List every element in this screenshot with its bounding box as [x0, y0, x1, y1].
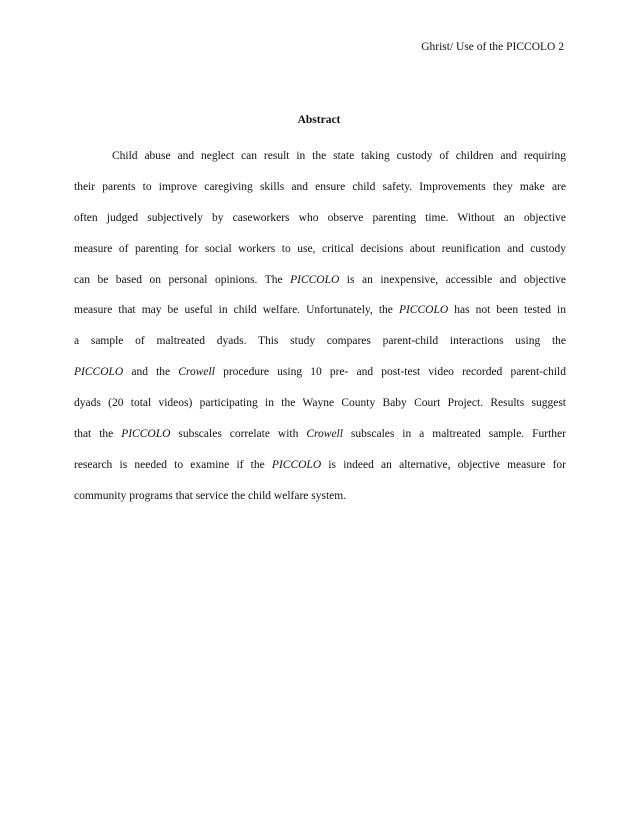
italic-term: PICCOLO	[121, 428, 171, 441]
text-run: and the	[123, 366, 179, 379]
text-run: that the	[74, 428, 122, 441]
text-run: is indeed an alternative, objective measure for	[321, 458, 566, 471]
text-run: measure that may be useful in child welfare. Unfortunately, the	[74, 304, 399, 317]
text-run: procedure using 10 pre- and post-test video recorded parent-child	[214, 366, 566, 379]
abstract-line	[74, 393, 566, 424]
text-run: dyads (20 total videos) participating in the Wayne County Baby Court Project. Results suggest	[74, 397, 566, 410]
abstract-line	[74, 424, 566, 455]
text-run: community programs that service the child welfare system.	[74, 489, 347, 502]
italic-term: PICCOLO	[398, 304, 449, 317]
text-run: a sample of maltreated dyads. This study compares parent-child interactions using the	[74, 335, 566, 348]
abstract-line	[74, 300, 566, 331]
text-run: Child abuse and neglect can result in the state taking custody of children and requiring	[112, 150, 566, 162]
abstract-line	[74, 270, 566, 301]
text-run: has not been tested in	[448, 304, 566, 317]
abstract-line	[74, 177, 566, 208]
text-run: often judged subjectively by caseworkers who observe parenting time. Without an objective	[74, 211, 566, 224]
running-head: Ghrist/ Use of the PICCOLO 2	[421, 41, 564, 53]
text-run: research is needed to examine if the	[74, 458, 272, 471]
abstract-line	[74, 146, 566, 177]
text-run: can be based on personal opinions. The	[74, 273, 291, 286]
abstract-line	[74, 362, 566, 393]
abstract-line	[74, 455, 566, 486]
italic-term: PICCOLO	[271, 458, 322, 471]
text-run: measure of parenting for social workers to use, critical decisions about reunification and custody	[74, 242, 566, 255]
abstract-heading: Abstract	[297, 114, 341, 126]
italic-term: PICCOLO	[74, 366, 124, 379]
abstract-line	[74, 208, 566, 239]
text-run: is an inexpensive, accessible and objective	[339, 273, 566, 286]
abstract-line	[74, 331, 566, 362]
text-run: subscales in a maltreated sample. Further	[342, 428, 566, 441]
abstract-body	[74, 146, 566, 517]
abstract-line	[74, 239, 566, 270]
italic-term: Crowell	[178, 366, 215, 379]
italic-term: PICCOLO	[290, 273, 340, 286]
text-run: subscales correlate with	[170, 428, 307, 441]
italic-term: Crowell	[306, 428, 343, 441]
text-run: their parents to improve caregiving skills and ensure child safety. Improvements they make are	[74, 180, 566, 193]
abstract-line	[74, 486, 566, 517]
